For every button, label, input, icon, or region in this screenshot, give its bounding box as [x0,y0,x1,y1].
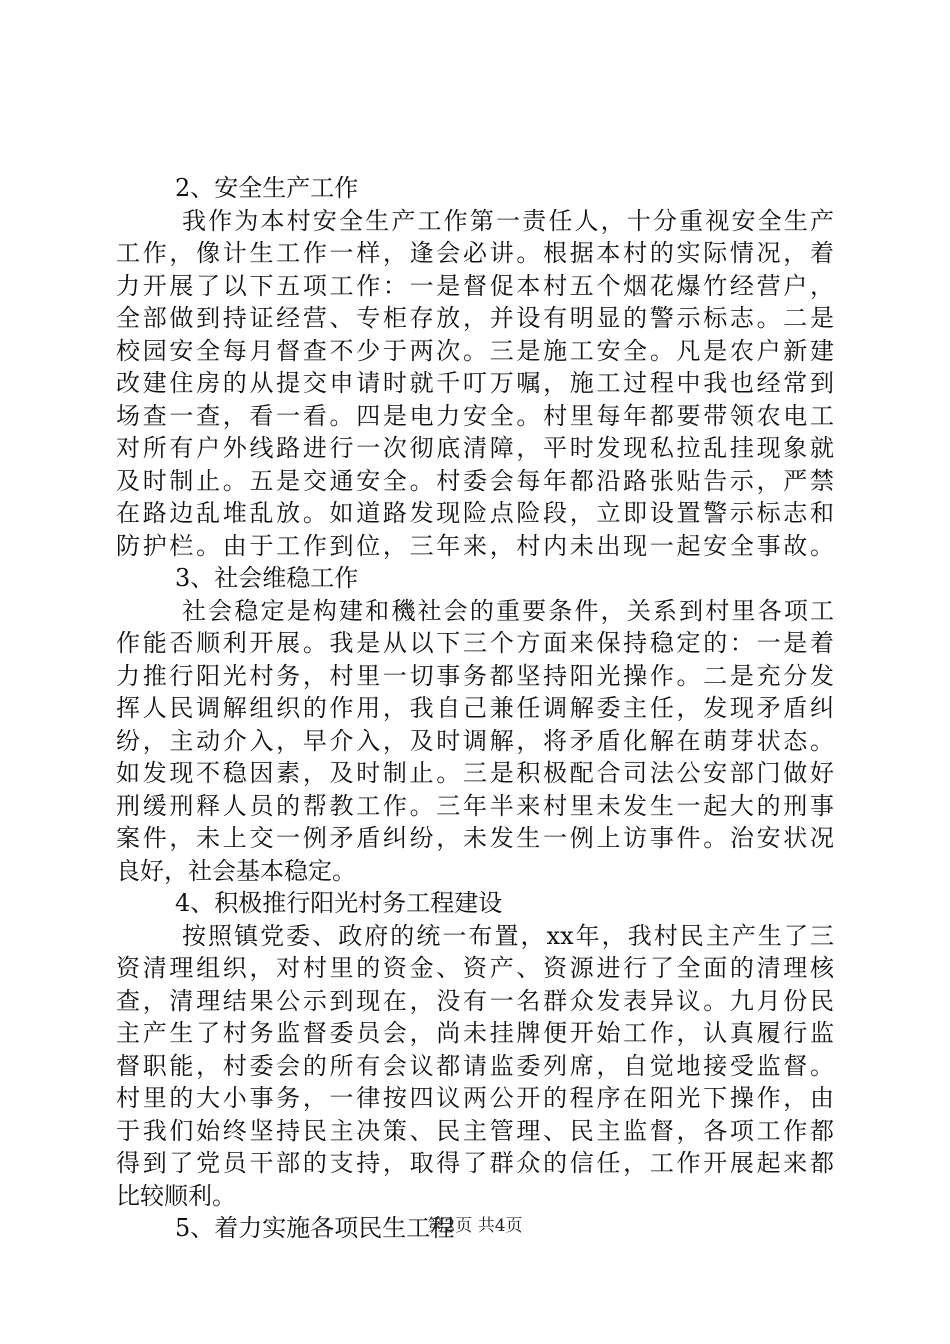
document-body [116,172,834,1245]
paragraph-line: 社会稳定是构建和穖社会的重要条件，关系到村里各项工 [182,596,834,625]
paragraph-line: 良好，社会基本稳定。 [116,856,356,885]
paragraph-line: 及时制止。五是交通安全。村委会每年都沿路张贴告示，严禁 [116,466,834,495]
paragraph-line: 校园安全每月督查不少于两次。三是施工安全。凡是农户新建 [116,336,834,365]
paragraph-line: 查，清理结果公示到现在，没有一名群众发表异议。九月份民 [116,986,834,1015]
section-heading: 2、安全生产工作 [175,174,359,202]
paragraph-line: 改建住房的从提交申请时就千叮万嘱，施工过程中我也经常到 [116,369,834,397]
paragraph-line: 纷，主动介入，早介入，及时调解，将矛盾化解在萌芽状态。 [116,726,834,755]
section-heading: 3、社会维稳工作 [175,564,359,592]
paragraph-line: 工作，像计生工作一样，逢会必讲。根据本村的实际情况，着 [116,239,834,267]
page-footer: 第2页 共4页 [427,1216,523,1236]
paragraph-line: 资清理组织，对村里的资金、资产、资源进行了全面的清理核 [116,954,834,982]
paragraph-line: 按照镇党委、政府的统一布置，xx年，我村民主产生了三 [182,921,834,950]
paragraph-line: 案件，未上交一例矛盾纠纷，未发生一例上访事件。治安状况 [116,824,834,852]
paragraph-line: 挥人民调解组织的作用，我自己兼任调解委主任，发现矛盾纠 [116,694,834,722]
paragraph-line: 比较顺利。 [116,1181,236,1210]
paragraph-line: 力推行阳光村务，村里一切事务都坚持阳光操作。二是充分发 [116,661,834,690]
section-heading: 5、着力实施各项民生工程 [175,1214,455,1242]
paragraph-line: 我作为本村安全生产工作第一责任人，十分重视安全生产 [182,206,834,235]
paragraph-line: 主产生了村务监督委员会，尚未挂牌便开始工作，认真履行监 [116,1019,834,1047]
paragraph-line: 防护栏。由于工作到位，三年来，村内未出现一起安全事故。 [116,531,834,560]
paragraph-line: 督职能，村委会的所有会议都请监委列席，自觉地接受监督。 [116,1051,834,1080]
paragraph-line: 村里的大小事务，一律按四议两公开的程序在阳光下操作，由 [116,1084,834,1112]
paragraph-line: 力开展了以下五项工作：一是督促本村五个烟花爆竹经营户， [116,271,834,300]
paragraph-line: 作能否顺利开展。我是从以下三个方面来保持稳定的：一是着 [116,629,834,657]
paragraph-line: 全部做到持证经营、专柜存放，并设有明显的警示标志。二是 [116,304,834,332]
paragraph-line: 如发现不稳因素，及时制止。三是积极配合司法公安部门做好 [116,759,834,787]
paragraph-line: 对所有户外线路进行一次彻底清障，平时发现私拉乱挂现象就 [116,434,834,462]
paragraph-line: 于我们始终坚持民主决策、民主管理、民主监督，各项工作都 [116,1116,834,1145]
section-heading: 4、积极推行阳光村务工程建设 [175,889,503,917]
paragraph-line: 刑缓刑释人员的帮教工作。三年半来村里未发生一起大的刑事 [116,791,834,820]
paragraph-line: 得到了党员干部的支持，取得了群众的信任，工作开展起来都 [116,1149,834,1177]
paragraph-line: 在路边乱堆乱放。如道路发现险点险段，立即设置警示标志和 [116,499,834,527]
paragraph-line: 场查一查，看一看。四是电力安全。村里每年都要带领农电工 [116,401,834,430]
